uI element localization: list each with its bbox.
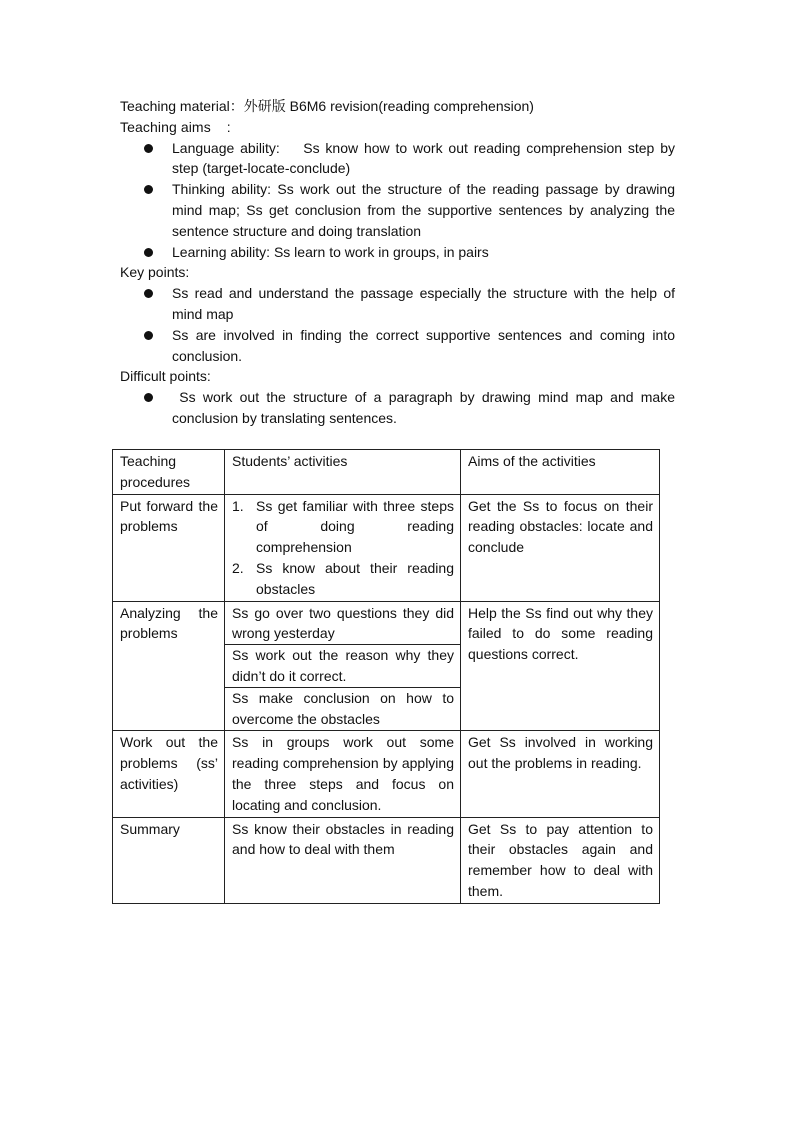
key-points-list (120, 283, 675, 366)
procedure-cell: Analyzing the problems (113, 601, 225, 731)
aim-text: Thinking ability: Ss work out the structure of the reading passage by drawing mind map; Ss get conclusion from the supportive sentences by analyzing the sentence structure and doing translation (172, 181, 675, 239)
bullet-icon (144, 185, 153, 194)
lesson-procedure-table (112, 449, 659, 904)
table-row (113, 494, 660, 601)
teaching-material-value: 外研版 B6M6 revision(reading comprehension) (243, 98, 534, 114)
table-row (113, 817, 660, 903)
aim-cell: Get the Ss to focus on their reading obstacles: locate and conclude (461, 494, 660, 601)
key-point-text: Ss read and understand the passage especially the structure with the help of mind map (172, 285, 675, 322)
list-item (120, 283, 675, 325)
aim-text: Learning ability: Ss learn to work in groups, in pairs (172, 243, 489, 260)
table-row (113, 731, 660, 817)
difficult-points-label: Difficult points: (120, 368, 211, 385)
table-row (113, 601, 660, 731)
header-cell-activities: Students’ activities (225, 450, 461, 495)
activity-text: Ss work out the reason why they didn’t do it correct. (225, 644, 460, 687)
activity-text: Ss get familiar with three steps of doing reading comprehension (256, 497, 454, 556)
procedure-cell: Work out the problems (ss’ activities) (113, 731, 225, 817)
activities-cell (225, 494, 461, 601)
list-item (232, 558, 454, 600)
list-item (120, 387, 675, 429)
list-item (120, 138, 675, 180)
difficult-points-list (120, 387, 675, 429)
bullet-icon (144, 331, 153, 340)
key-points-label: Key points: (120, 264, 190, 281)
aim-text: Language ability: Ss know how to work out reading comprehension step by step (target-locate-conclude) (172, 139, 675, 177)
teaching-aims-label: Teaching aims : (120, 118, 231, 135)
activity-text: Ss know about their reading obstacles (256, 559, 454, 597)
bullet-icon (144, 393, 153, 402)
bullet-icon (144, 248, 153, 257)
bullet-icon (144, 144, 153, 153)
activity-text: Ss go over two questions they did wrong yesterday (232, 604, 454, 642)
procedure-cell: Put forward the problems (113, 494, 225, 601)
teaching-aims-list (120, 138, 675, 263)
procedure-cell: Summary (113, 817, 225, 903)
list-number: 2. (232, 559, 244, 576)
list-item (120, 325, 675, 367)
key-point-text: Ss are involved in finding the correct supportive sentences and coming into conclusion. (172, 326, 675, 364)
list-item (120, 179, 675, 241)
aim-cell: Get Ss to pay attention to their obstacles again and remember how to deal with them. (461, 817, 660, 903)
activity-text: Ss make conclusion on how to overcome the obstacles (225, 687, 460, 730)
lesson-plan-header (120, 96, 675, 429)
activities-cell: Ss in groups work out some reading comprehension by applying the three steps and focus on locating and conclusion. (225, 731, 461, 817)
aim-cell: Help the Ss find out why they failed to do some reading questions correct. (461, 601, 660, 731)
bullet-icon (144, 289, 153, 298)
list-number: 1. (232, 497, 244, 514)
activities-numbered-list (232, 496, 454, 600)
list-item (232, 496, 454, 558)
header-cell-procedures: Teaching procedures (113, 450, 225, 495)
header-cell-aims: Aims of the activities (461, 450, 660, 495)
aim-cell: Get Ss involved in working out the problems in reading. (461, 731, 660, 817)
activities-cell (225, 601, 461, 731)
activities-cell: Ss know their obstacles in reading and how to deal with them (225, 817, 461, 903)
teaching-material-line (120, 96, 675, 117)
difficult-point-text: Ss work out the structure of a paragraph by drawing mind map and make conclusion by translating sentences. (172, 389, 675, 426)
teaching-material-label: Teaching material： (120, 98, 244, 114)
procedure-table (112, 449, 660, 904)
list-item (120, 242, 675, 263)
table-header-row (113, 450, 660, 495)
